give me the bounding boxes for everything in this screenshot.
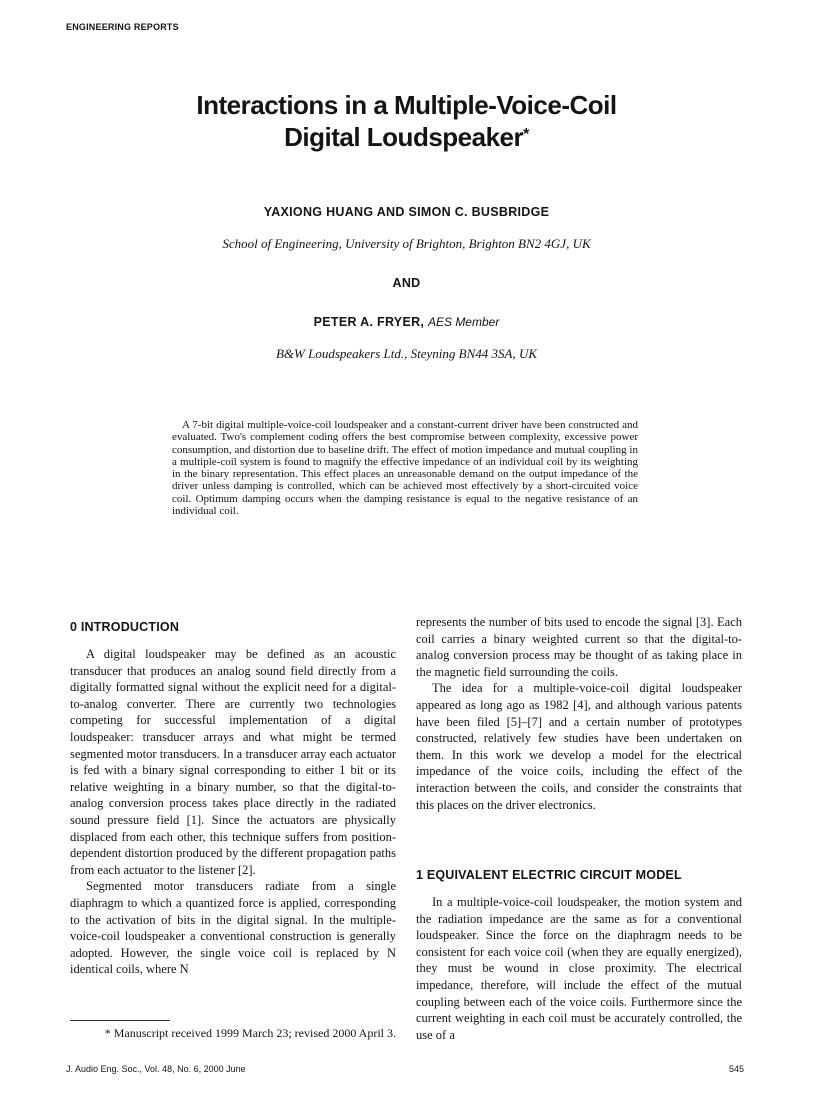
- circuit-model-column: [416, 894, 742, 1043]
- author-2-name: PETER A. FRYER,: [313, 315, 425, 329]
- footnote-rule: [70, 1020, 170, 1021]
- abstract: A 7-bit digital multiple-voice-coil loudspeaker and a constant-current driver have been constructed and evaluated. Two's complement coding offers the best compromise between complexity, excessive power consumption, and distortion due to baseline drift. The effect of motion impedance and mutual coupling in a multiple-coil system is found to magnify the effective impedance of an individual coil by its weighting in the binary representation. This effect places an unreasonable demand on the output impedance of the driver unless damping is controlled, which can be achieved most effectively by a short-circuited voice coil. Optimum damping occurs when the damping resistance is equal to the negative resistance of an individual coil.: [172, 419, 638, 518]
- title-footnote-mark: *: [523, 126, 529, 143]
- author-2-membership: AES Member: [427, 315, 500, 329]
- section-heading-circuit-model: 1 EQUIVALENT ELECTRIC CIRCUIT MODEL: [416, 868, 682, 882]
- intro-paragraph-2: Segmented motor transducers radiate from a single diaphragm to which a quantized force is applied, corresponding to the activation of bits in the digital signal. In the multiple-voice-coil loudspeaker a conventional construction is generally adopted. However, the single voice coil is replaced by N identical coils, where N: [70, 879, 396, 977]
- manuscript-footnote: * Manuscript received 1999 March 23; revised 2000 April 3.: [104, 1026, 396, 1040]
- author-conjunction: AND: [392, 276, 421, 290]
- intro-paragraph-2-continued: represents the number of bits used to encode the signal [3]. Each coil carries a binary weighted current so that the digital-to-analog conversion process may be thought of as taking place in the magnetic field surrounding the coils.: [416, 615, 742, 679]
- title-line-2-text: Digital Loudspeaker: [284, 122, 524, 152]
- page-number: 545: [729, 1064, 745, 1074]
- affiliation-2: B&W Loudspeakers Ltd., Steyning BN44 3SA, UK: [275, 346, 538, 361]
- circuit-model-paragraph-1: In a multiple-voice-coil loudspeaker, the motion system and the radiation impedance are the same as for a conventional loudspeaker. Since the force on the diaphragm needs to be consistent for each voice coil (when they are equally energized), they must be wound in close proximity. The electrical impedance, therefore, will include the effect of the mutual coupling between each of the voice coils. Furthermore since the current weighting in each coil must be accurately controlled, the use of a: [416, 895, 742, 1042]
- intro-paragraph-1: A digital loudspeaker may be defined as an acoustic transducer that produces an analog sound field directly from a digitally formatted signal without the explicit need for a digital-to-analog converter. There are currently two technologies competing for successful implementation of a digital loudspeaker: transducer arrays and what might be termed segmented motor transducers. In a transducer array each actuator is fed with a binary signal corresponding to either 1 bit or its relative weighting in a binary number, so that the digital-to-analog conversion process takes place directly in the radiated sound pressure field [1]. Since the actuators are physically displaced from each other, this technique suffers from position-dependent distortion produced by the different propagation paths from each actuator to the listener [2].: [70, 647, 396, 877]
- paper-title: [0, 89, 813, 153]
- section-heading-introduction: 0 INTRODUCTION: [70, 620, 180, 634]
- author-group-1: YAXIONG HUANG AND SIMON C. BUSBRIDGE: [263, 205, 550, 219]
- affiliation-1: School of Engineering, University of Brighton, Brighton BN2 4GJ, UK: [222, 236, 591, 251]
- running-head: ENGINEERING REPORTS: [66, 22, 179, 32]
- intro-paragraph-3: The idea for a multiple-voice-coil digital loudspeaker appeared as long ago as 1982 [4], and although various patents have been filed [5]–[7] and a certain number of prototypes constructed, relatively few studies have been undertaken on them. In this work we develop a model for the electrical impedance of the voice coils, including the effect of the interaction between the coils, and consider the constraints that this places on the driver electronics.: [416, 681, 742, 812]
- title-line-2: [0, 121, 813, 153]
- author-group-2: [0, 315, 813, 329]
- right-column: [416, 614, 742, 813]
- journal-citation-footer: J. Audio Eng. Soc., Vol. 48, No. 6, 2000 June: [66, 1064, 246, 1074]
- title-line-1: Interactions in a Multiple-Voice-Coil: [196, 90, 617, 120]
- left-column: [70, 646, 396, 978]
